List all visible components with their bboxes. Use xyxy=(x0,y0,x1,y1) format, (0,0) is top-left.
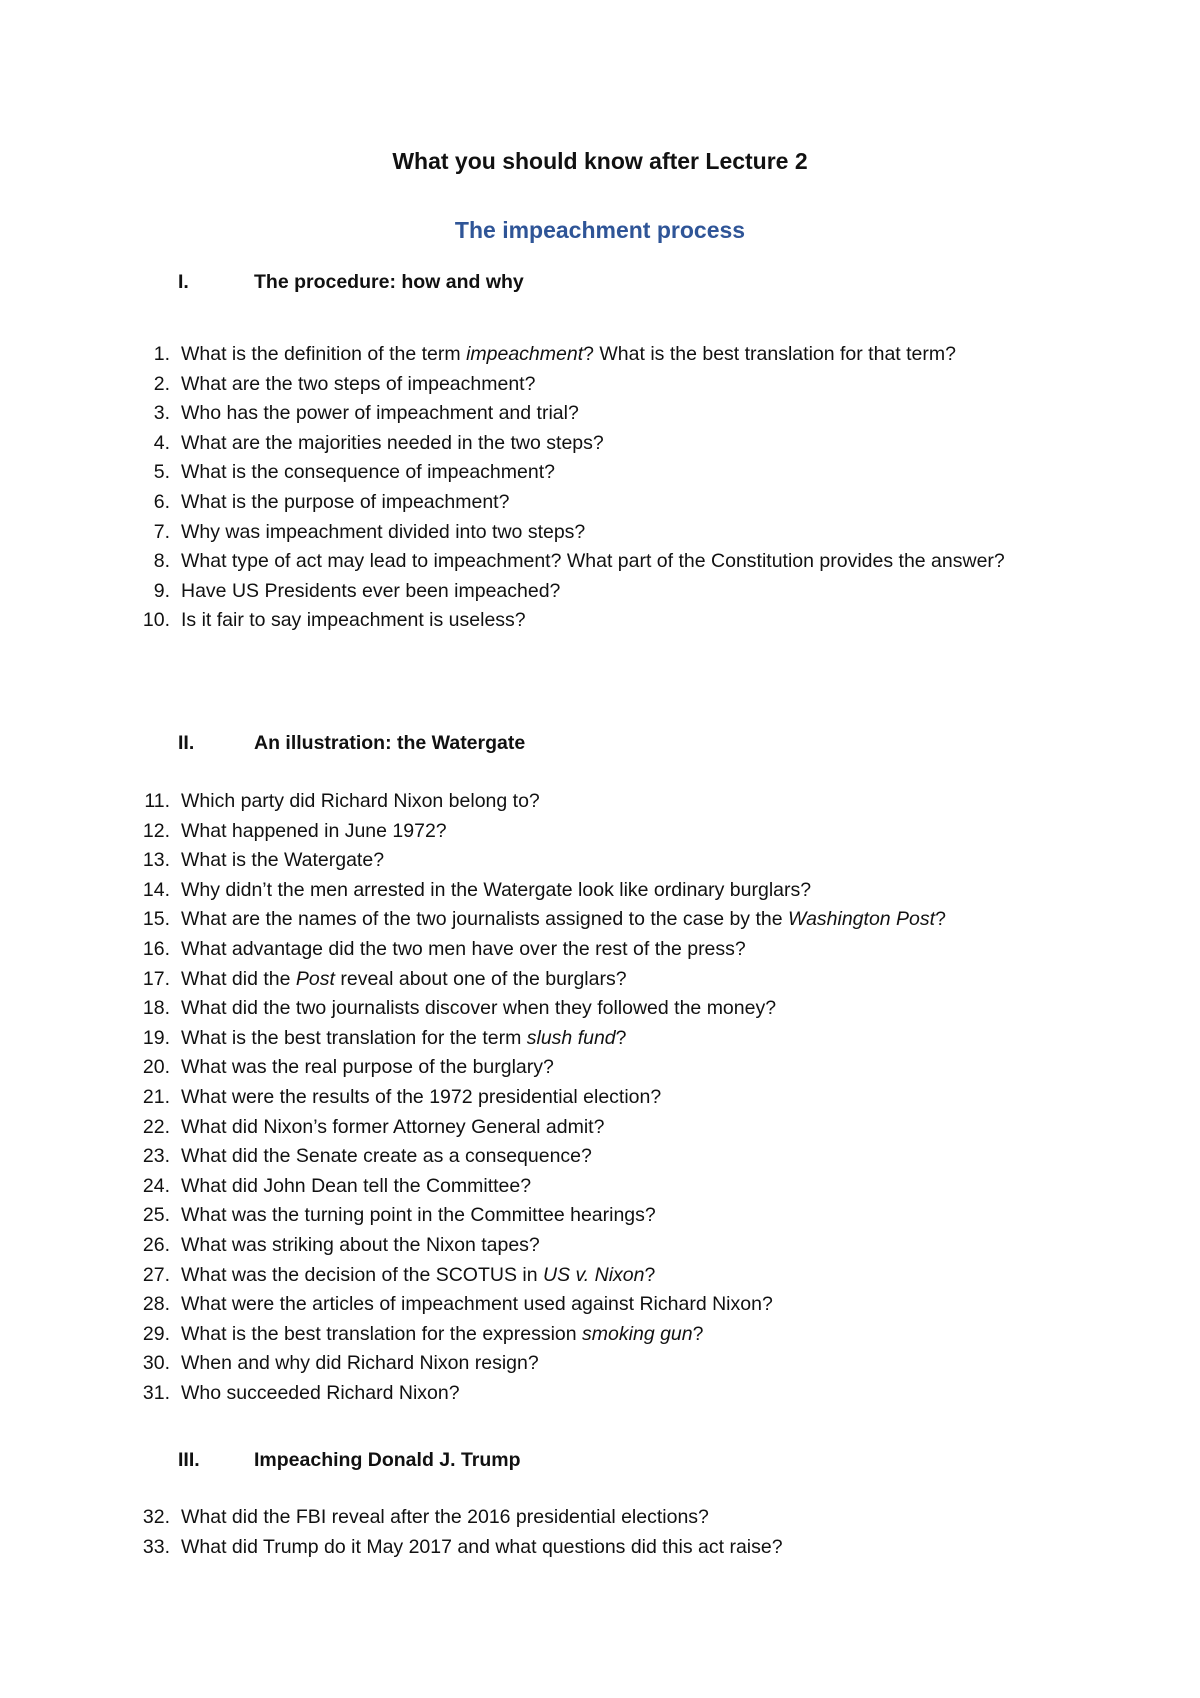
question-text-part: What did the Senate create as a consequence? xyxy=(181,1145,592,1168)
section-heading-2 xyxy=(178,728,1078,758)
question-text xyxy=(181,1231,1060,1261)
question-text xyxy=(181,340,1060,370)
question-text xyxy=(181,935,1060,965)
list-item xyxy=(140,1024,1060,1054)
question-list-2 xyxy=(140,787,1060,1408)
question-text-part: What was the real purpose of the burglary? xyxy=(181,1056,554,1079)
list-item xyxy=(140,1261,1060,1291)
list-item xyxy=(140,1201,1060,1231)
list-item xyxy=(140,787,1060,817)
question-text-part: Have US Presidents ever been impeached? xyxy=(181,579,561,602)
list-item xyxy=(140,547,1060,577)
question-text xyxy=(181,1379,1060,1409)
list-item xyxy=(140,577,1060,607)
list-item xyxy=(140,876,1060,906)
question-number: 6. xyxy=(153,490,170,513)
question-text-part: What were the articles of impeachment used against Richard Nixon? xyxy=(181,1293,773,1316)
section-title: Impeaching Donald J. Trump xyxy=(254,1449,521,1471)
question-text-part: What is the consequence of impeachment? xyxy=(181,461,555,484)
list-item xyxy=(140,1320,1060,1350)
document-subtitle: The impeachment process xyxy=(454,217,746,243)
question-number: 3. xyxy=(153,402,170,425)
question-text-part: What are the names of the two journalists assigned to the case by the xyxy=(181,908,789,931)
question-text xyxy=(181,1533,1060,1563)
list-item xyxy=(140,606,1060,636)
question-text xyxy=(181,905,1060,935)
document-title: What you should know after Lecture 2 xyxy=(392,148,808,174)
question-number: 13. xyxy=(142,849,170,872)
question-number: 24. xyxy=(142,1174,170,1197)
question-text xyxy=(181,994,1060,1024)
question-number: 23. xyxy=(142,1145,170,1168)
question-number: 16. xyxy=(142,937,170,960)
list-item xyxy=(140,399,1060,429)
question-text xyxy=(181,458,1060,488)
question-text xyxy=(181,1290,1060,1320)
question-text xyxy=(181,518,1060,548)
question-number: 9. xyxy=(153,579,170,602)
question-number: 18. xyxy=(142,997,170,1020)
question-text-part: What is the Watergate? xyxy=(181,849,385,872)
question-text xyxy=(181,547,1060,577)
list-item xyxy=(140,935,1060,965)
list-item xyxy=(140,1533,1060,1563)
question-text xyxy=(181,370,1060,400)
question-text-part: Who has the power of impeachment and trial? xyxy=(181,402,579,425)
question-text-part: ? xyxy=(692,1322,704,1345)
list-item xyxy=(140,1083,1060,1113)
section-heading-3 xyxy=(178,1445,1078,1475)
question-number: 19. xyxy=(142,1026,170,1049)
question-number: 11. xyxy=(144,790,170,812)
question-text-part: What is the best translation for the term xyxy=(181,1026,527,1049)
question-number: 29. xyxy=(142,1322,170,1345)
question-list-3 xyxy=(140,1503,1060,1562)
question-text-part: What were the results of the 1972 presidential election? xyxy=(181,1085,662,1108)
question-text xyxy=(181,1201,1060,1231)
question-text xyxy=(181,1503,1060,1533)
question-number: 5. xyxy=(153,461,170,484)
question-text-part: What did the two journalists discover when they followed the money? xyxy=(181,997,777,1020)
list-item xyxy=(140,518,1060,548)
list-item xyxy=(140,905,1060,935)
question-number: 22. xyxy=(142,1115,170,1138)
section-numeral: II. xyxy=(178,732,195,754)
question-text-part: What are the majorities needed in the two steps? xyxy=(181,431,604,454)
question-text-part: What was the decision of the SCOTUS in xyxy=(181,1263,543,1286)
question-text-part: What are the two steps of impeachment? xyxy=(181,372,536,395)
question-text xyxy=(181,1113,1060,1143)
question-text-part: When and why did Richard Nixon resign? xyxy=(181,1352,539,1375)
question-text xyxy=(181,846,1060,876)
question-italic-term: impeachment xyxy=(466,343,584,365)
question-text-part: ? xyxy=(935,908,946,931)
question-number: 7. xyxy=(153,520,170,543)
question-number: 2. xyxy=(153,372,170,395)
question-text-part: What is the purpose of impeachment? xyxy=(181,490,510,513)
question-text xyxy=(181,1320,1060,1350)
question-italic-term: smoking gun xyxy=(582,1322,693,1345)
question-number: 32. xyxy=(142,1506,170,1528)
question-text xyxy=(181,606,1060,636)
question-text xyxy=(181,1024,1060,1054)
section-title: An illustration: the Watergate xyxy=(254,732,526,754)
list-item xyxy=(140,994,1060,1024)
question-text-part: What did Nixon’s former Attorney General admit? xyxy=(181,1115,605,1138)
section-heading-1 xyxy=(178,267,1078,297)
question-italic-term: Post xyxy=(295,967,335,990)
question-text xyxy=(181,488,1060,518)
section-numeral: III. xyxy=(178,1449,200,1471)
list-item xyxy=(140,965,1060,995)
question-text-part: Which party did Richard Nixon belong to? xyxy=(181,790,540,812)
question-italic-term: slush fund xyxy=(526,1026,616,1049)
question-number: 33. xyxy=(142,1535,170,1558)
question-number: 28. xyxy=(142,1293,170,1316)
question-number: 21. xyxy=(142,1085,170,1108)
list-item xyxy=(140,340,1060,370)
question-number: 8. xyxy=(153,550,170,573)
list-item xyxy=(140,846,1060,876)
list-item xyxy=(140,1142,1060,1172)
question-number: 1. xyxy=(153,343,170,365)
question-text-part: What did John Dean tell the Committee? xyxy=(181,1174,532,1197)
list-item xyxy=(140,1379,1060,1409)
list-item xyxy=(140,1231,1060,1261)
question-text xyxy=(181,399,1060,429)
question-text xyxy=(181,577,1060,607)
question-text-part: ? xyxy=(644,1263,656,1286)
question-text-part: reveal about one of the burglars? xyxy=(334,967,627,990)
list-item xyxy=(140,488,1060,518)
question-number: 14. xyxy=(142,878,170,901)
question-number: 12. xyxy=(142,819,170,842)
list-item xyxy=(140,1503,1060,1533)
question-text-part: What did the FBI reveal after the 2016 presidential elections? xyxy=(181,1506,709,1528)
question-text-part: What was striking about the Nixon tapes? xyxy=(181,1233,540,1256)
question-number: 31. xyxy=(142,1381,170,1404)
question-text-part: What did the xyxy=(181,967,296,990)
question-text xyxy=(181,876,1060,906)
question-list-1 xyxy=(140,340,1060,636)
list-item xyxy=(140,1172,1060,1202)
question-number: 26. xyxy=(142,1233,170,1256)
question-text xyxy=(181,429,1060,459)
question-number: 25. xyxy=(142,1204,170,1227)
question-number: 30. xyxy=(142,1352,170,1375)
list-item xyxy=(140,370,1060,400)
question-text-part: ? What is the best translation for that term? xyxy=(583,343,956,365)
question-text-part: Is it fair to say impeachment is useless? xyxy=(181,609,526,632)
question-text xyxy=(181,817,1060,847)
question-text-part: What was the turning point in the Committee hearings? xyxy=(181,1204,656,1227)
question-text xyxy=(181,787,1060,817)
question-number: 15. xyxy=(142,908,170,931)
question-text xyxy=(181,1142,1060,1172)
section-title: The procedure: how and why xyxy=(254,271,524,293)
question-text-part: What advantage did the two men have over the rest of the press? xyxy=(181,937,746,960)
list-item xyxy=(140,1113,1060,1143)
question-text xyxy=(181,1083,1060,1113)
question-text-part: What type of act may lead to impeachment? What part of the Constitution provides the answer? xyxy=(181,550,1005,573)
question-text-part: Why didn’t the men arrested in the Watergate look like ordinary burglars? xyxy=(181,878,812,901)
question-italic-term: US v. Nixon xyxy=(543,1263,645,1286)
question-text xyxy=(181,1172,1060,1202)
question-number: 20. xyxy=(142,1056,170,1079)
question-text-part: What did Trump do it May 2017 and what questions did this act raise? xyxy=(181,1535,783,1558)
question-number: 17. xyxy=(142,967,170,990)
question-text xyxy=(181,1053,1060,1083)
question-number: 10. xyxy=(142,609,170,632)
list-item xyxy=(140,429,1060,459)
question-number: 4. xyxy=(153,431,170,454)
question-text-part: Why was impeachment divided into two steps? xyxy=(181,520,586,543)
question-text-part: ? xyxy=(615,1026,627,1049)
question-text-part: What is the definition of the term xyxy=(181,343,467,365)
question-text xyxy=(181,1261,1060,1291)
question-text xyxy=(181,965,1060,995)
question-text xyxy=(181,1349,1060,1379)
question-number: 27. xyxy=(142,1263,170,1286)
question-text-part: Who succeeded Richard Nixon? xyxy=(181,1381,460,1404)
list-item xyxy=(140,817,1060,847)
list-item xyxy=(140,458,1060,488)
question-text-part: What happened in June 1972? xyxy=(181,819,447,842)
question-italic-term: Washington Post xyxy=(788,908,936,931)
section-numeral: I. xyxy=(178,271,189,293)
list-item xyxy=(140,1349,1060,1379)
list-item xyxy=(140,1053,1060,1083)
question-text-part: What is the best translation for the expression xyxy=(181,1322,583,1345)
list-item xyxy=(140,1290,1060,1320)
